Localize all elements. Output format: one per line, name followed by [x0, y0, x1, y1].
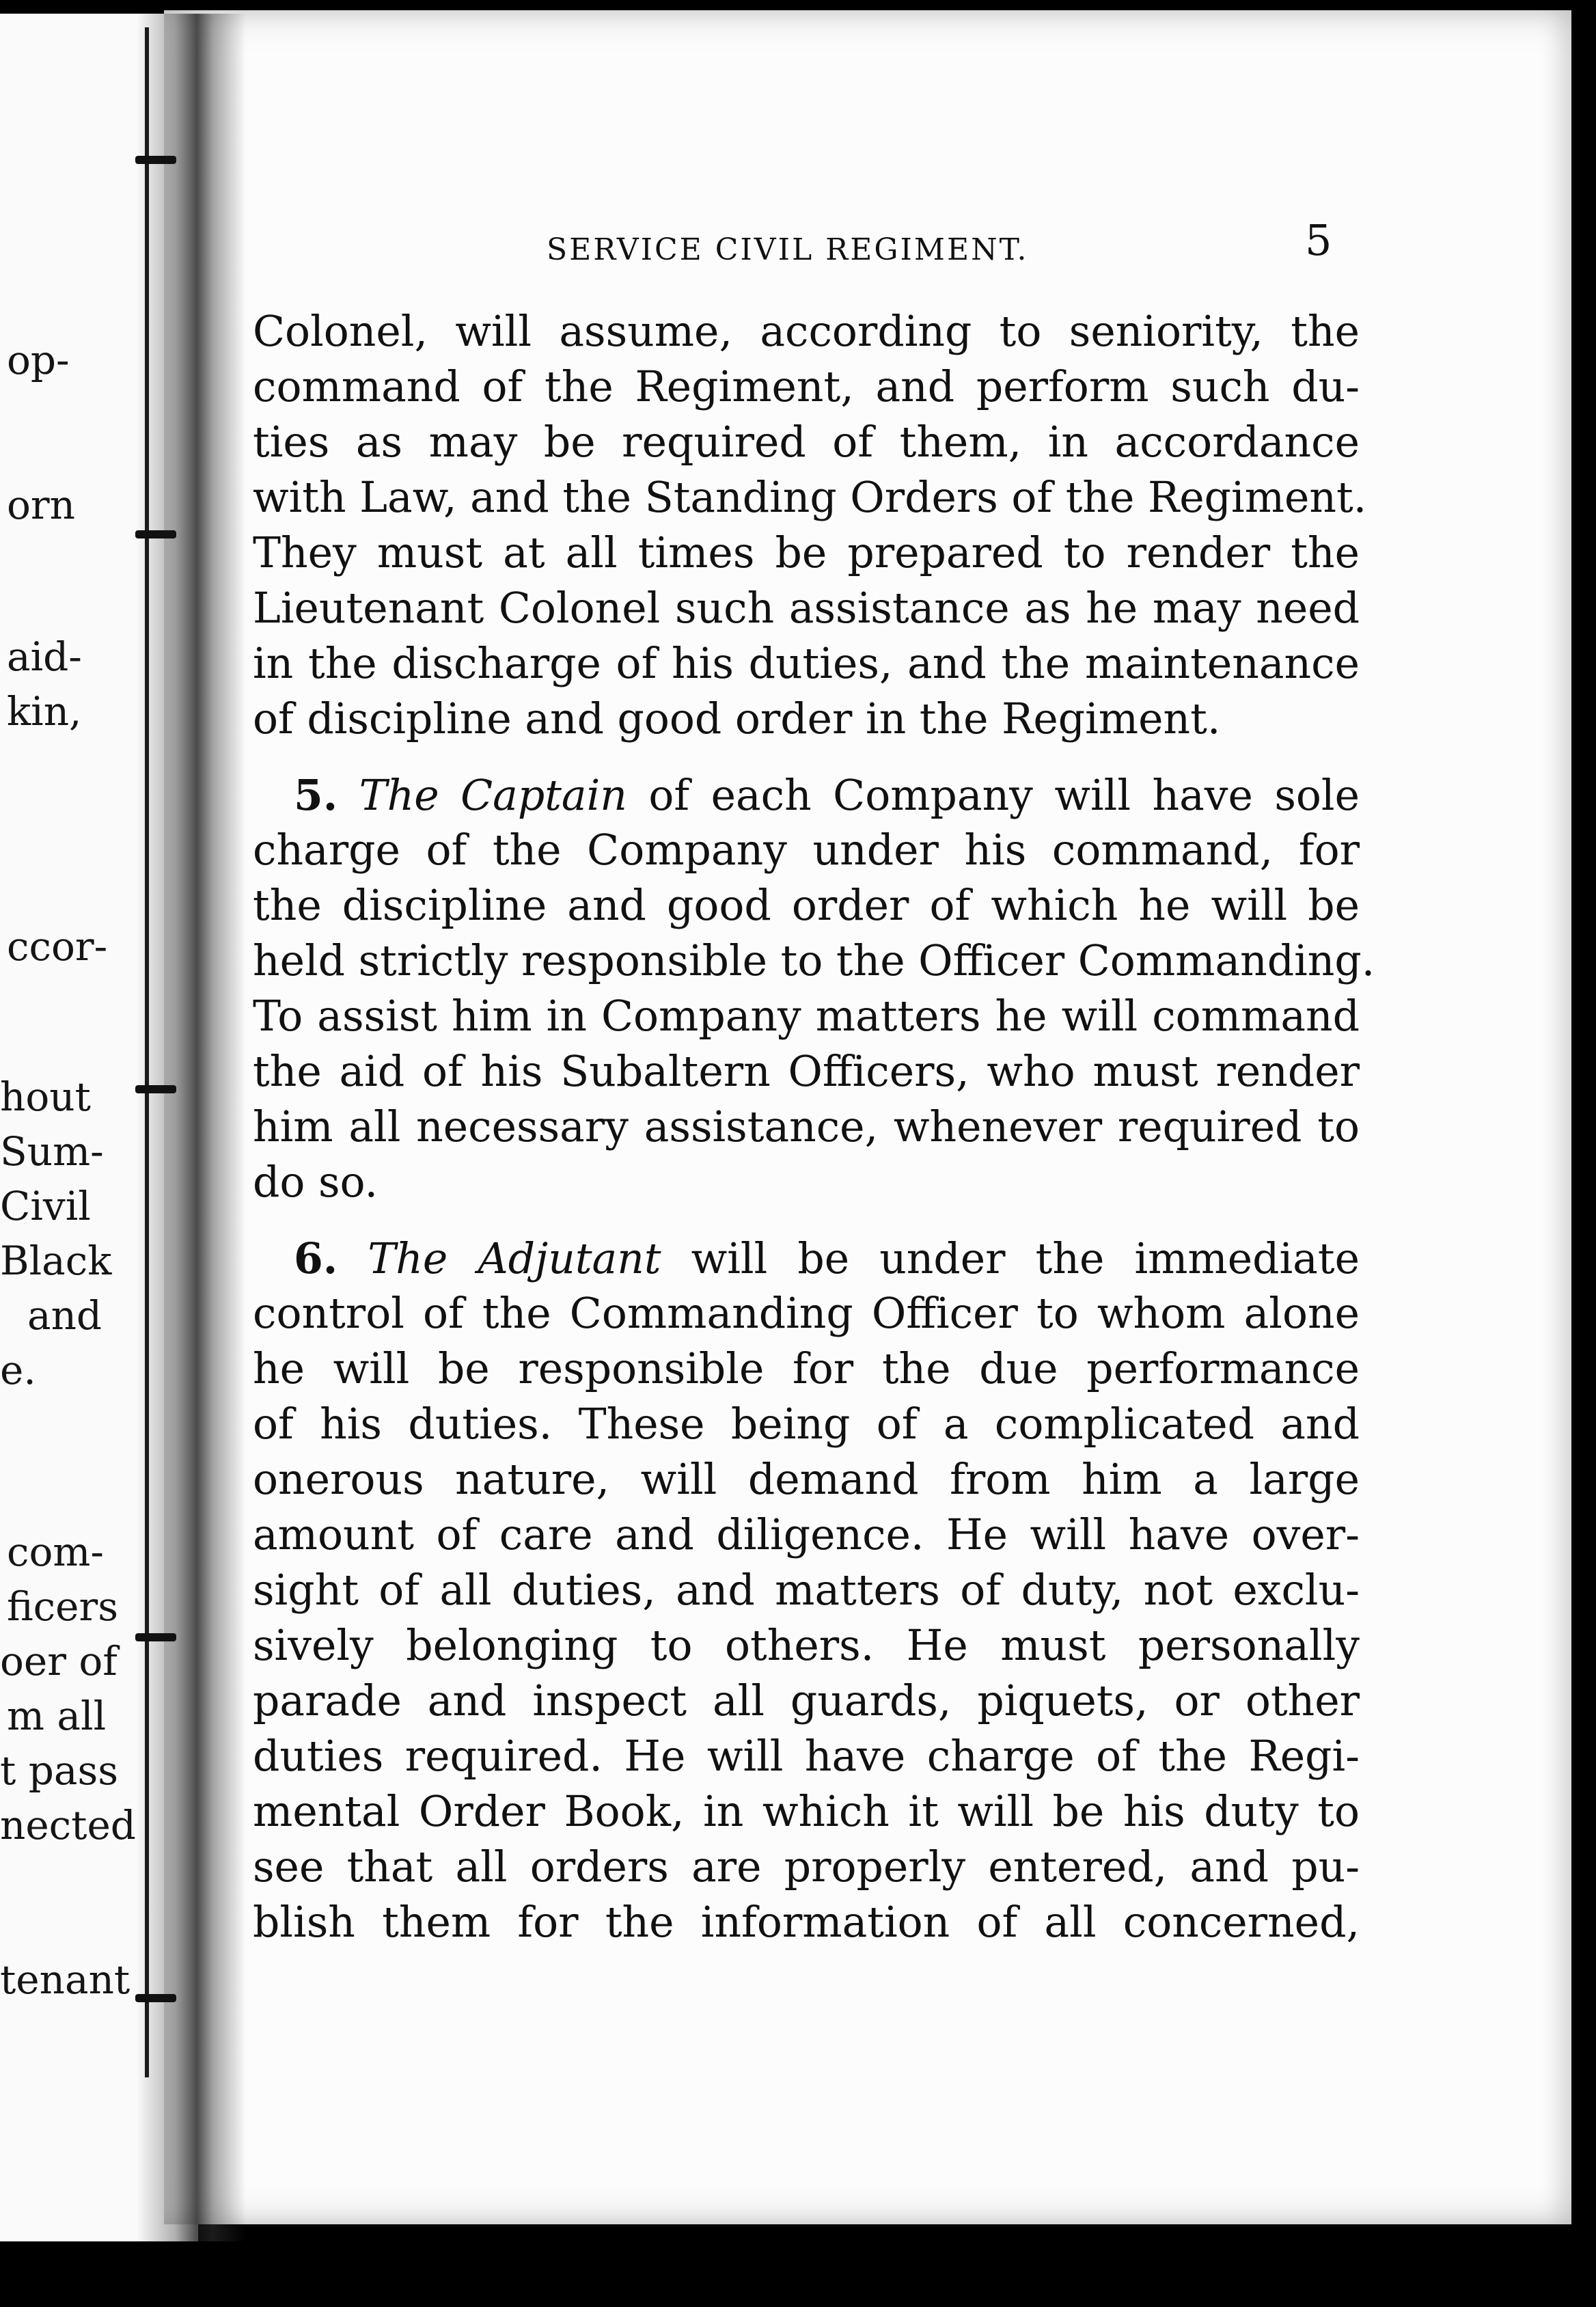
left-fragment: op- — [7, 337, 70, 383]
text-line: mental Order Book, in which it will be his duty to — [253, 1787, 1360, 1836]
running-title: SERVICE CIVIL REGIMENT. — [547, 232, 1029, 267]
paragraph-first-line — [253, 767, 1360, 823]
text-line: see that all orders are properly entered, and pu- — [253, 1842, 1360, 1892]
text-line: To assist him in Company matters he will command — [253, 992, 1360, 1041]
text-line: of his duties. These being of a complicated and — [253, 1400, 1360, 1449]
main-page — [164, 10, 1571, 2224]
binding-stitch — [135, 1633, 176, 1641]
text-line: sight of all duties, and matters of duty, not exclu- — [253, 1566, 1360, 1615]
text-line: Lieutenant Colonel such assistance as he may need — [253, 584, 1360, 633]
paragraph-continued — [253, 304, 1367, 747]
left-fragment: oer of — [0, 1638, 118, 1684]
left-fragment: hout — [0, 1074, 91, 1120]
text-line: Colonel, will assume, according to seniority, the — [253, 307, 1360, 356]
binding-stitch — [135, 156, 176, 164]
left-fragment: and — [27, 1292, 102, 1339]
binding-spine-line — [145, 27, 149, 2077]
text-line: amount of care and diligence. He will have over- — [253, 1510, 1360, 1559]
paragraph-5 — [253, 767, 1375, 1210]
text-line: onerous nature, will demand from him a large — [253, 1455, 1360, 1504]
text-line: in the discharge of his duties, and the maintenance — [253, 639, 1360, 688]
body-text — [253, 304, 1375, 1950]
left-fragment: nected — [0, 1802, 136, 1848]
text-line: do so. — [253, 1158, 378, 1207]
text-line: with Law, and the Standing Orders of the Regiment. — [253, 473, 1367, 522]
binding-stitch — [135, 1994, 176, 2002]
left-fragment: t pass — [0, 1747, 118, 1794]
text-line: duties required. He will have charge of the Regi- — [253, 1732, 1360, 1781]
paragraph-number: 5. — [294, 770, 338, 820]
left-fragment: com- — [7, 1529, 104, 1575]
left-fragment: ccor- — [7, 923, 108, 970]
left-fragment: kin, — [7, 688, 82, 735]
book-gutter-shadow — [137, 14, 246, 2241]
text-line: the aid of his Subaltern Officers, who must render — [253, 1047, 1360, 1096]
text-line: parade and inspect all guards, piquets, or other — [253, 1676, 1360, 1725]
first-line-text: will be under the immediate — [691, 1234, 1360, 1283]
text-line: held strictly responsible to the Officer Commanding. — [253, 936, 1375, 985]
paragraph-6 — [253, 1231, 1360, 1950]
left-fragment: tenant — [0, 1956, 130, 2003]
text-line: charge of the Company under his command, for — [253, 825, 1360, 875]
binding-stitch — [135, 1085, 176, 1093]
text-line: the discipline and good order of which he will be — [253, 881, 1360, 930]
left-fragment: aid- — [7, 633, 82, 680]
left-fragment: Sum- — [0, 1128, 104, 1175]
left-fragment: ficers — [7, 1583, 118, 1630]
text-line: blish them for the information of all concerned, — [253, 1898, 1360, 1947]
paragraph-subject: The Adjutant — [368, 1234, 661, 1283]
text-line: him all necessary assistance, whenever required to — [253, 1102, 1360, 1151]
text-line: he will be responsible for the due performance — [253, 1344, 1360, 1393]
left-fragment: m all — [7, 1693, 107, 1739]
text-line: They must at all times be prepared to render the — [253, 528, 1360, 577]
paragraph-subject: The Captain — [359, 771, 627, 820]
paragraph-first-line — [253, 1231, 1360, 1286]
left-fragment: Civil — [0, 1183, 91, 1229]
page-number: 5 — [1305, 215, 1332, 265]
text-line: ties as may be required of them, in accordance — [253, 418, 1360, 467]
text-line: sively belonging to others. He must personally — [253, 1621, 1360, 1670]
left-fragment: e. — [0, 1347, 36, 1393]
first-line-text: of each Company will have sole — [648, 771, 1360, 820]
text-line: control of the Commanding Officer to whom alone — [253, 1289, 1360, 1338]
paragraph-number: 6. — [294, 1233, 338, 1283]
binding-stitch — [135, 530, 176, 538]
text-line: of discipline and good order in the Regiment. — [253, 694, 1221, 743]
left-fragment: orn — [7, 482, 75, 528]
left-fragment: Black — [0, 1238, 112, 1284]
text-line: command of the Regiment, and perform such du- — [253, 362, 1360, 411]
